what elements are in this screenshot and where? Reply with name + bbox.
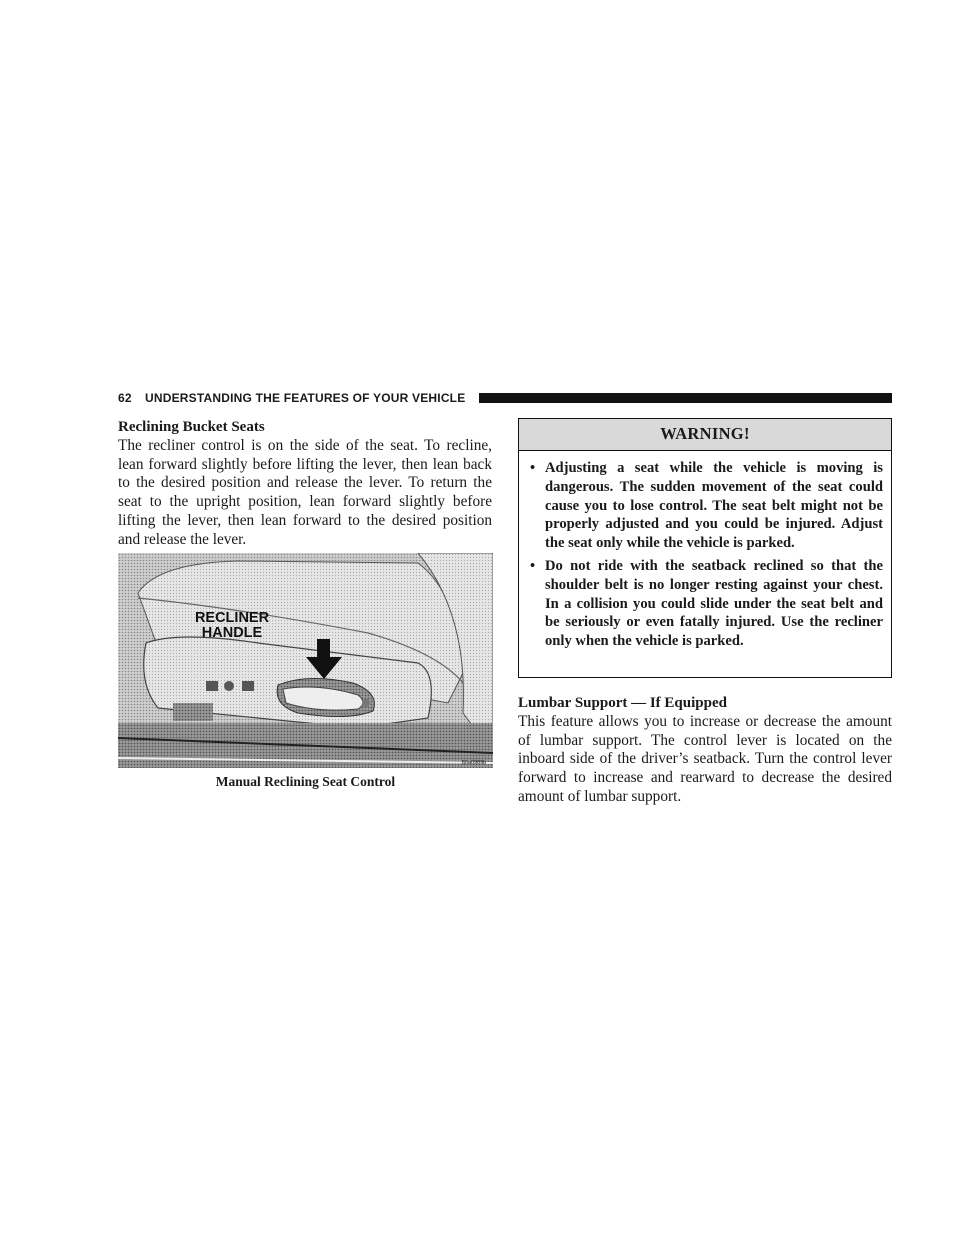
seat-figure xyxy=(118,553,493,768)
bullet-icon: • xyxy=(530,460,536,476)
bullet-icon: • xyxy=(530,557,536,574)
warning-item-text: Adjusting a seat while the vehicle is moving is dangerous. The sudden movement of the seat could cause you to lose control. The seat belt might not be properly adjusted and you could be injured. Adjust the seat only while the vehicle is parked. xyxy=(545,460,883,552)
lumbar-heading: Lumbar Support — If Equipped xyxy=(518,695,727,711)
warning-item xyxy=(530,557,883,651)
figure-caption: Manual Reclining Seat Control xyxy=(215,774,396,789)
reclining-body: The recliner control is on the side of the seat. To recline, lean forward slightly before lifting the lever, then lean back to the desired position and release the lever. To return the seat to the upright position, lean forward slightly before lifting the lever, then lean forward to the desired position and release the lever. xyxy=(118,437,492,548)
warning-title: WARNING! xyxy=(519,419,891,451)
lumbar-body: This feature allows you to increase or decrease the amount of lumbar support. The control lever is located on the inboard side of the driver’s seatback. Turn the control lever forward to increase and rearward to decrease the desired amount of lumbar support. xyxy=(518,713,892,805)
warning-list xyxy=(519,451,891,651)
figure-code: 80a0989b xyxy=(461,760,487,766)
page-header xyxy=(118,389,892,407)
warning-box xyxy=(518,418,892,678)
reclining-heading: Reclining Bucket Seats xyxy=(118,419,265,435)
page-number: 62 xyxy=(118,391,132,405)
lumbar-section xyxy=(518,694,892,807)
warning-item-text: Do not ride with the seatback reclined so that the shoulder belt is no longer resting against your chest. In a collision you could slide under the seat belt and be seriously or even fatally injured. Use the recliner only when the vehicle is parked. xyxy=(545,557,883,650)
warning-item xyxy=(530,459,883,553)
header-rule xyxy=(479,393,892,403)
reclining-section xyxy=(118,418,492,549)
header-title: UNDERSTANDING THE FEATURES OF YOUR VEHICLE xyxy=(145,391,466,405)
figure-label-recliner: RECLINER xyxy=(194,610,270,626)
figure-label-handle: HANDLE xyxy=(201,625,263,641)
